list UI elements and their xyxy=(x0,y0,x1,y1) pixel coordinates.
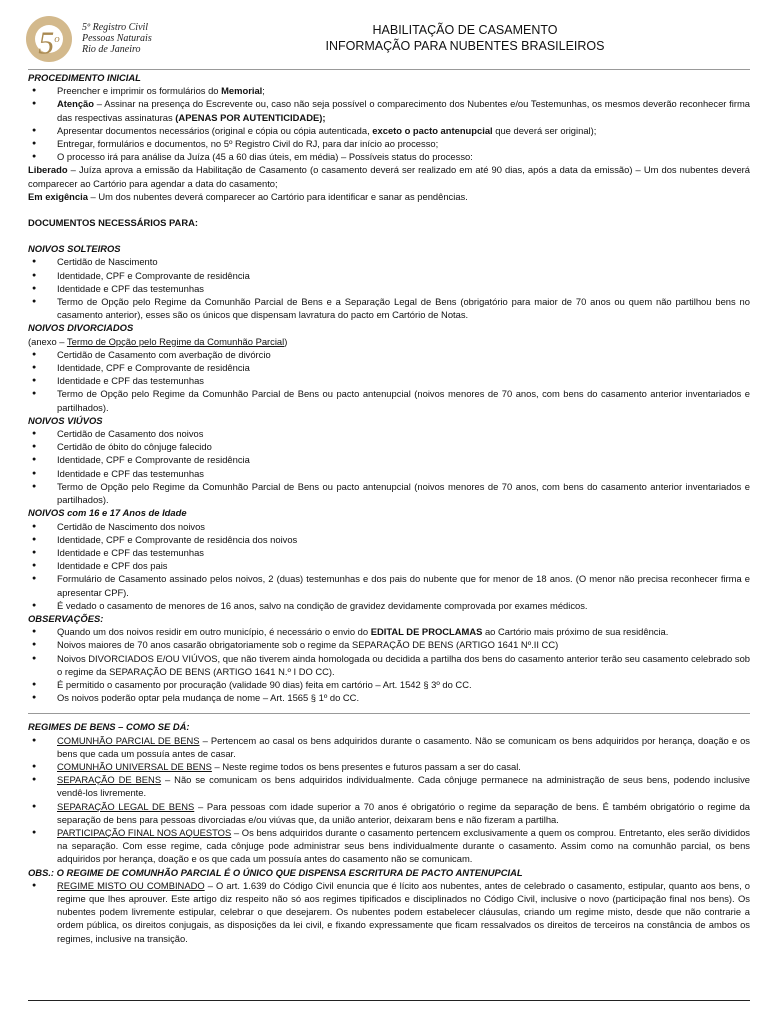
menores-item: ● É vedado o casamento de menores de 16 anos, salvo na condição de gravidez devidamente comprovada por exames médicos. xyxy=(28,599,750,612)
registry-logo xyxy=(26,16,176,66)
logo-line-2: Pessoas Naturais xyxy=(82,33,152,44)
viuvos-item: ● Identidade e CPF das testemunhas xyxy=(28,467,750,480)
menores-list xyxy=(28,520,750,612)
procedimento-item: ● Apresentar documentos necessários (original e cópia ou cópia autenticada, exceto o pacto antenupcial que deverá ser original); xyxy=(28,124,750,137)
logo-emblem xyxy=(26,16,72,62)
solteiros-item: ● Identidade, CPF e Comprovante de residência xyxy=(28,269,750,282)
solteiros-item: ● Certidão de Nascimento xyxy=(28,255,750,268)
viuvos-item: ● Termo de Opção pelo Regime da Comunhão Parcial de Bens ou pacto antenupcial (noivos menores de 70 anos, com bens do casamento anterior inventariados e partilhados). xyxy=(28,480,750,506)
title-line-2: INFORMAÇÃO PARA NUBENTES BRASILEIROS xyxy=(325,39,605,53)
footer-divider xyxy=(28,1000,750,1001)
section-heading-viuvos: NOIVOS VIÚVOS xyxy=(28,414,103,426)
annex-link[interactable]: Termo de Opção pelo Regime da Comunhão Parcial xyxy=(66,335,285,347)
document-header xyxy=(0,0,768,70)
observacao-item: ● Noivos DIVORCIADOS E/OU VIÚVOS, que não tiverem ainda homologada ou decidida a partilha dos bens do casamento anterior terão seu casamento celebrado sob o regime da SEPARAÇÃO DE BENS (ARTIGO 1641 N.º I DO CC). xyxy=(28,652,750,678)
section-heading-solteiros: NOIVOS SOLTEIROS xyxy=(28,243,121,255)
divorciados-list xyxy=(28,348,750,414)
logo-line-3: Rio de Janeiro xyxy=(82,44,141,55)
menores-item: ● Identidade e CPF das testemunhas xyxy=(28,546,750,559)
menores-item: ● Identidade, CPF e Comprovante de residência dos noivos xyxy=(28,533,750,546)
section-heading-documentos: DOCUMENTOS NECESSÁRIOS PARA: xyxy=(28,217,198,229)
document-body xyxy=(28,71,750,945)
regime-item: ● SEPARAÇÃO LEGAL DE BENS – Para pessoas com idade superior a 70 anos é obrigatório o regime da separação de bens. É também obrigatório o regime da separação de bens para pessoas divorciadas e/ou viúvas que, da união anterior, deixaram bens e não fizeram a partilha. xyxy=(28,800,750,826)
regimes-list xyxy=(28,734,750,866)
observacao-item: ● É permitido o casamento por procuração (validade 90 dias) feita em cartório – Art. 1542 § 3º do CC. xyxy=(28,678,750,691)
status-liberado: Liberado – Juíza aprova a emissão da Habilitação de Casamento (o casamento deverá ser realizado em até 90 dias, após a data da emissão) – Um dos nubentes deverá comparecer ao Cartório para agendar a data do casamento; xyxy=(28,164,750,189)
regimes-obs: OBS.: O REGIME DE COMUNHÃO PARCIAL É O ÚNICO QUE DISPENSA ESCRITURA DE PACTO ANTENUPCIAL xyxy=(28,866,523,878)
divorciados-item: ● Termo de Opção pelo Regime da Comunhão Parcial de Bens ou pacto antenupcial (noivos menores de 70 anos, com bens do casamento anterior inventariados e partilhados). xyxy=(28,387,750,413)
title-line-1: HABILITAÇÃO DE CASAMENTO xyxy=(372,23,558,37)
section-heading-observacoes: OBSERVAÇÕES: xyxy=(28,612,104,624)
menores-item: ● Certidão de Nascimento dos noivos xyxy=(28,520,750,533)
menores-item: ● Formulário de Casamento assinado pelos noivos, 2 (duas) testemunhas e dos pais do nubente que for menor de 18 anos. (O menor não precisa reconhecer firma e apresentar CPF). xyxy=(28,572,750,598)
procedimento-list xyxy=(28,84,750,163)
menores-item: ● Identidade e CPF dos pais xyxy=(28,559,750,572)
section-heading-divorciados: NOIVOS DIVORCIADOS xyxy=(28,322,134,334)
divorciados-annex: (anexo – Termo de Opção pelo Regime da Comunhão Parcial) xyxy=(28,335,288,347)
regime-item: ● COMUNHÃO UNIVERSAL DE BENS – Neste regime todos os bens presentes e futuros passam a ser do casal. xyxy=(28,760,750,773)
observacao-item: ● Noivos maiores de 70 anos casarão obrigatoriamente sob o regime da SEPARAÇÃO DE BENS (ARTIGO 1641 Nº.II CC) xyxy=(28,638,750,651)
procedimento-item: ● Preencher e imprimir os formulários do Memorial; xyxy=(28,84,750,97)
regime-item: ● PARTICIPAÇÃO FINAL NOS AQUESTOS – Os bens adquiridos durante o casamento pertencem exclusivamente a quem os comprou. Entretanto, eles serão divididos na separação. Com esse regime, cada cônjuge pode administrar seus bens individualmente durante o casamento. Assim como na comunhão parcial, os bens adquiridos por herança, doação e os que cada um possuía antes do casamento não se comunicam. xyxy=(28,826,750,866)
solteiros-item: ● Termo de Opção pelo Regime da Comunhão Parcial de Bens e a Separação Legal de Bens (obrigatório para maior de 70 anos ou quem não partilhou bens no casamento anterior), esses são os únicos que dispensam lavratura do pacto em Cartório de Notas. xyxy=(28,295,750,321)
regime-item: ● SEPARAÇÃO DE BENS – Não se comunicam os bens adquiridos individualmente. Cada cônjuge permanece na administração de seus bens, podendo inclusive vendê-los livremente. xyxy=(28,773,750,799)
logo-text xyxy=(82,22,152,55)
header-divider xyxy=(28,69,750,70)
observacao-item: ● Os noivos poderão optar pela mudança de nome – Art. 1565 § 1º do CC. xyxy=(28,691,750,704)
section-divider xyxy=(28,713,750,720)
solteiros-item: ● Identidade e CPF das testemunhas xyxy=(28,282,750,295)
logo-sup: o xyxy=(54,33,60,45)
procedimento-item: ● Atenção – Assinar na presença do Escrevente ou, caso não seja possível o comparecimento dos Nubentes e/ou Testemunhas, os mesmos deverão reconhecer firma das respectivas assinaturas (APENAS POR AUTENTICIDADE); xyxy=(28,97,750,123)
regime-misto-list xyxy=(28,879,750,945)
procedimento-item: ● O processo irá para análise da Juíza (45 a 60 dias úteis, em média) – Possíveis status do processo: xyxy=(28,150,750,163)
document-title xyxy=(250,22,680,54)
procedimento-item: ● Entregar, formulários e documentos, no 5º Registro Civil do RJ, para dar início ao processo; xyxy=(28,137,750,150)
status-exigencia: Em exigência – Um dos nubentes deverá comparecer ao Cartório para identificar e sanar as pendências. xyxy=(28,190,468,202)
regime-item: ● COMUNHÃO PARCIAL DE BENS – Pertencem ao casal os bens adquiridos durante o casamento. Não se comunicam os bens adquiridos por herança, doação e os bens que cada um possuía antes de casar. xyxy=(28,734,750,760)
logo-line-1: 5º Registro Civil xyxy=(82,22,149,33)
section-heading-procedimento: PROCEDIMENTO INICIAL xyxy=(28,72,141,83)
observacoes-list xyxy=(28,625,750,704)
viuvos-item: ● Certidão de óbito do cônjuge falecido xyxy=(28,440,750,453)
divorciados-item: ● Identidade, CPF e Comprovante de residência xyxy=(28,361,750,374)
divorciados-item: ● Identidade e CPF das testemunhas xyxy=(28,374,750,387)
section-heading-regimes: REGIMES DE BENS – COMO SE DÁ: xyxy=(28,721,190,733)
viuvos-item: ● Certidão de Casamento dos noivos xyxy=(28,427,750,440)
logo-numeral: 5 xyxy=(38,24,55,61)
section-heading-menores: NOIVOS com 16 e 17 Anos de Idade xyxy=(28,507,187,519)
viuvos-item: ● Identidade, CPF e Comprovante de residência xyxy=(28,453,750,466)
solteiros-list xyxy=(28,255,750,321)
regime-misto-item: ● REGIME MISTO OU COMBINADO – O art. 1.639 do Código Civil enuncia que é lícito aos nubentes, antes de celebrado o casamento, estipular, quanto aos bens, o regime que lhes aprouver. Este artigo diz respeito não só aos regimes tipificados e disciplinados no Código Civil, inclusive o novo (participação final nos bens). Os nubentes podem livremente estipular, celebrar o que desejarem. Os nubentes podem estabelecer cláusulas, criando um regime misto, desde que não contrarie a ordem pública, os direitos conjugais, as disposições da lei civil, e fixando expressamente que ficam ressalvados os direitos de terceiros na constância de ambos os regimes, inclusive na transição. xyxy=(28,879,750,945)
divorciados-item: ● Certidão de Casamento com averbação de divórcio xyxy=(28,348,750,361)
viuvos-list xyxy=(28,427,750,506)
observacao-item: ● Quando um dos noivos residir em outro município, é necessário o envio do EDITAL DE PROCLAMAS ao Cartório mais próximo de sua residência. xyxy=(28,625,750,638)
